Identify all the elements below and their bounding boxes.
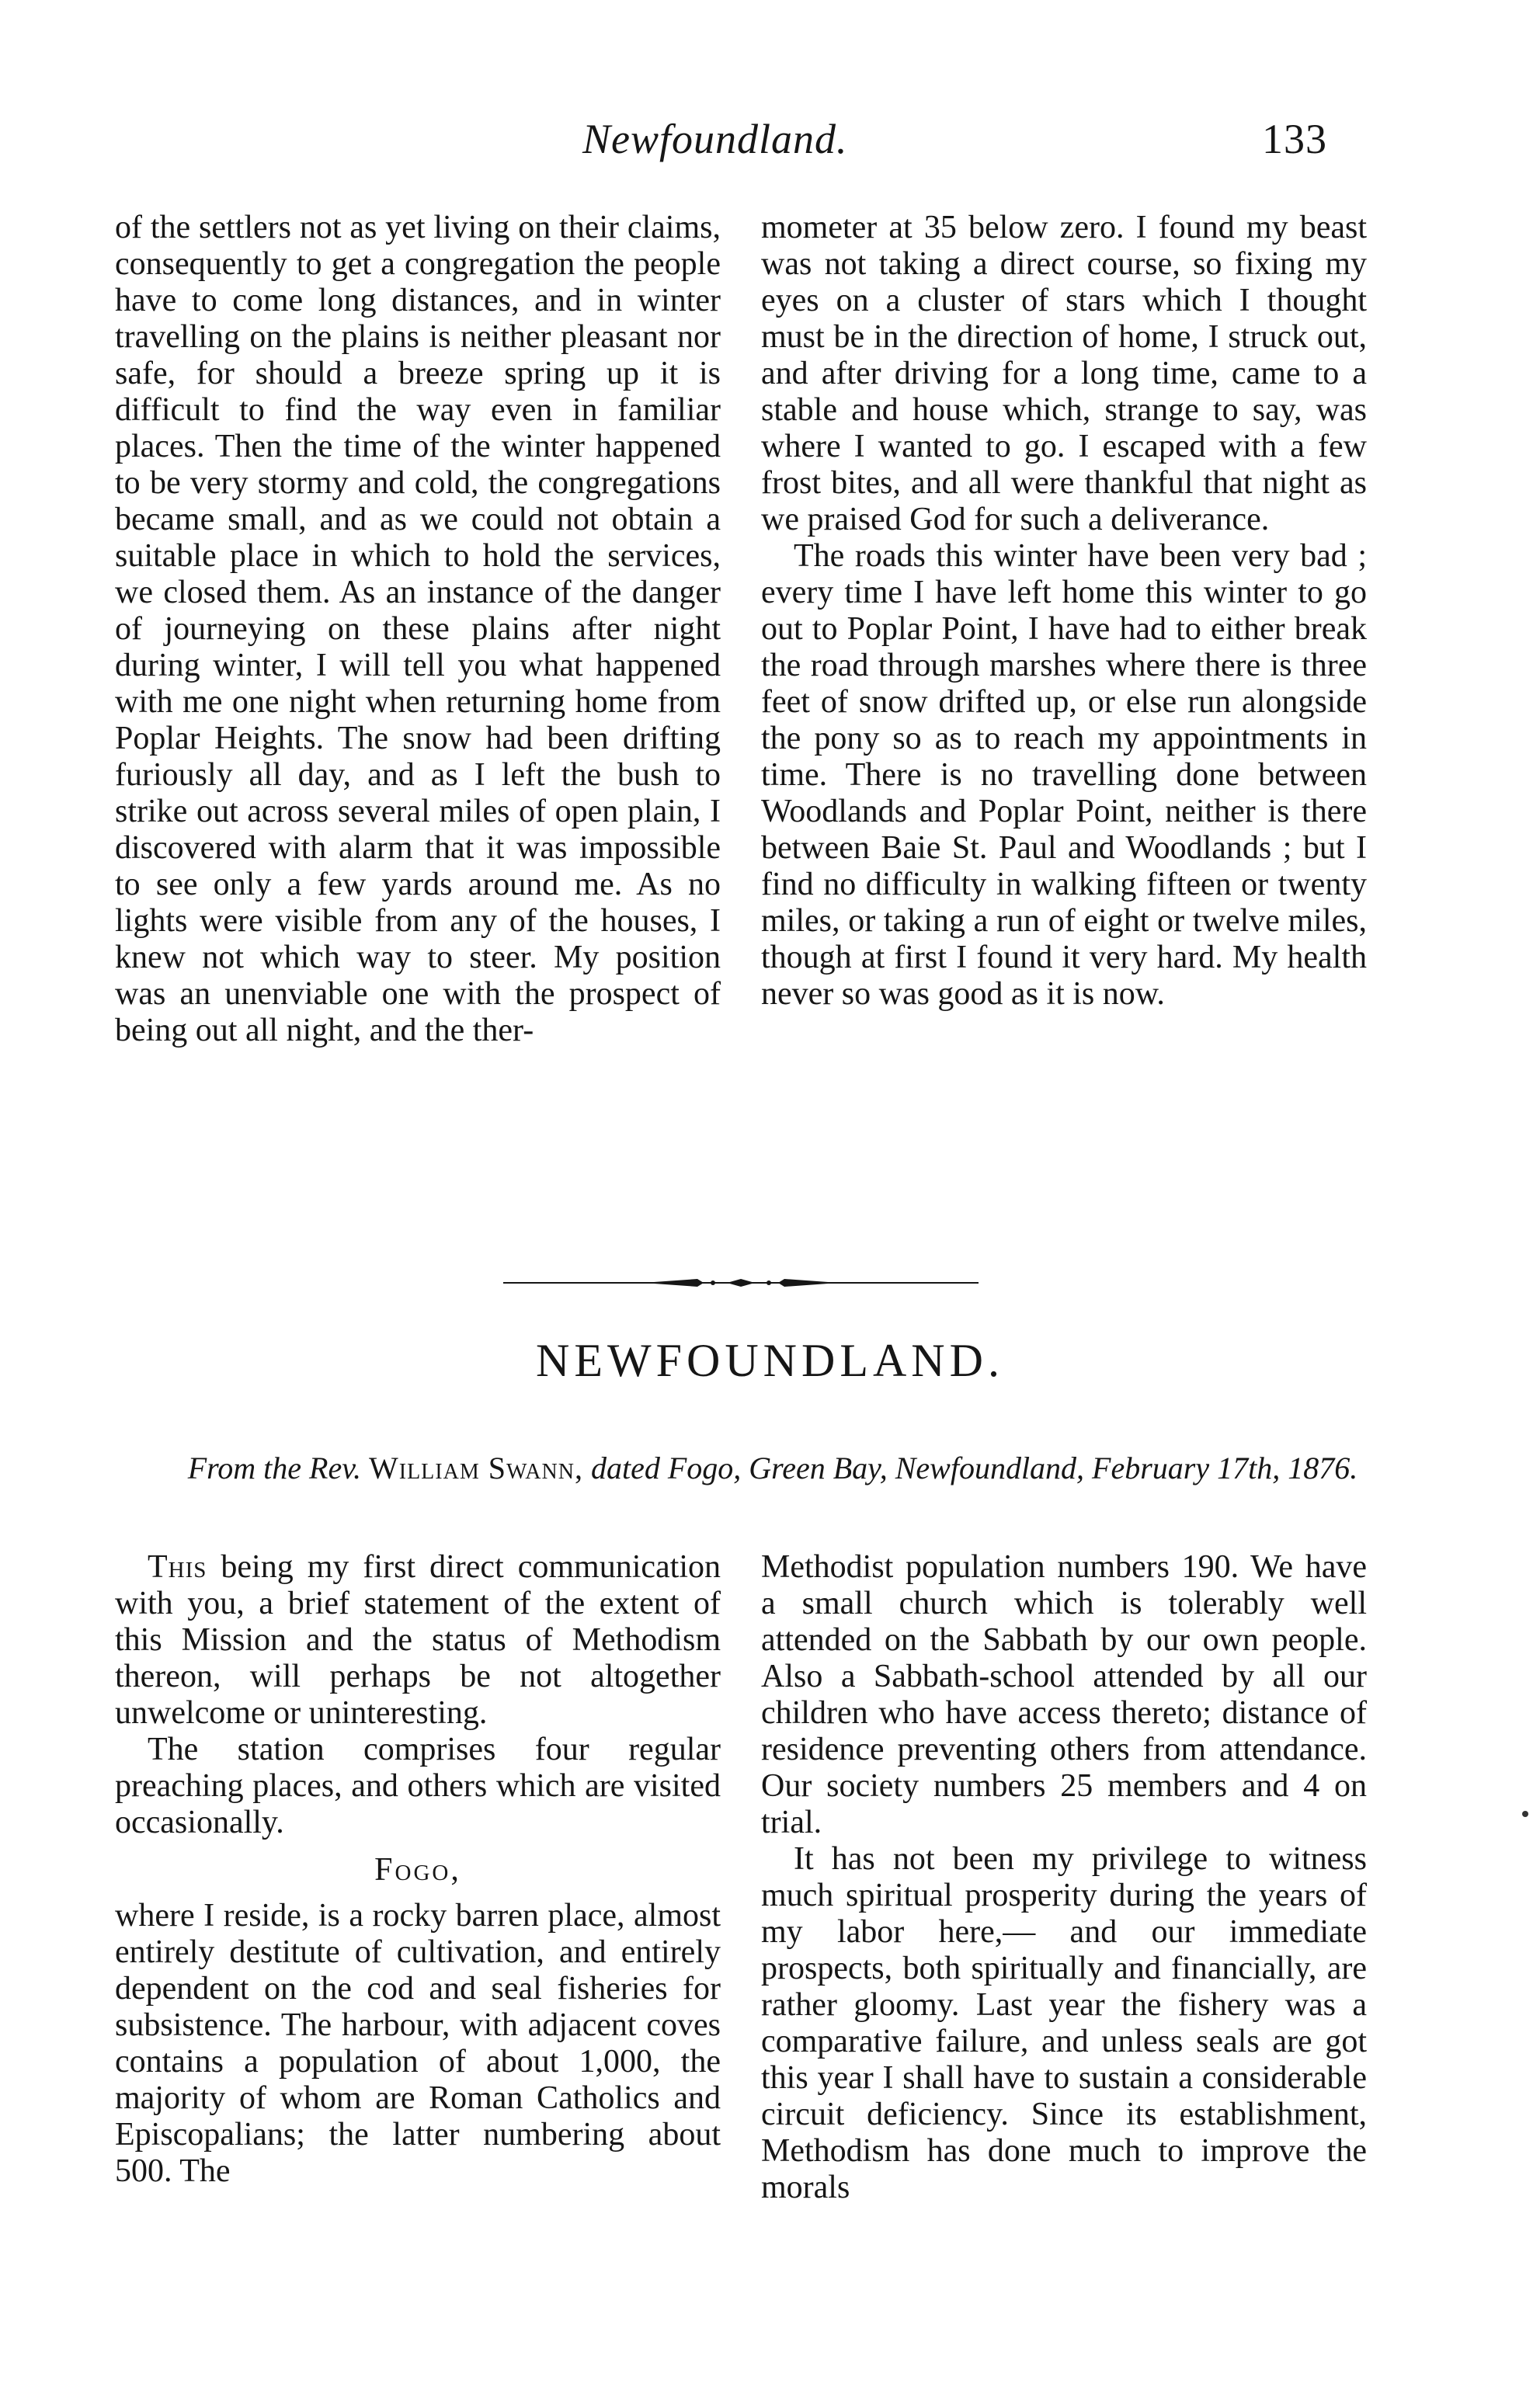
running-title: Newfoundland. xyxy=(582,116,848,162)
article-2-col1-para3: where I reside, is a rocky barren place, almost entirely destitute of cultivation, and entirely dependent on the cod and seal fisheries for subsistence. The harbour, with adjacent coves contains a population of about 1,000, the majority of whom are Roman Catholics and Episcopalians; the latter numbering about 500. The xyxy=(115,1898,721,2189)
article-1-column-2 xyxy=(761,210,1367,1013)
article-2-col1-para2: The station comprises four regular preaching places, and others which are visited occasionally. xyxy=(115,1732,721,1840)
article-2-col1-para1 xyxy=(115,1549,721,1732)
article-1-col2-para1: mometer at 35 below zero. I found my beast was not taking a direct course, so fixing my eyes on a cluster of stars which I thought must be in the direction of home, I struck out, and after driving for a long time, came to a stable and house which, strange to say, was where I wanted to go. I escaped with a few frost bites, and all were thankful that night as we praised God for such a deliverance. xyxy=(761,210,1367,537)
article-byline xyxy=(179,1451,1367,1486)
byline-author: William Swann, xyxy=(368,1451,583,1485)
page-number: 133 xyxy=(1262,116,1327,162)
byline-dateline: dated Fogo, Green Bay, Newfoundland, February 17th, 1876. xyxy=(590,1451,1358,1485)
article-1-column-1 xyxy=(115,210,721,1049)
article-2-column-1 xyxy=(115,1549,721,2190)
article-1-col2-para2: The roads this winter have been very bad ; every time I have left home this winter to go out to Poplar Point, I have had to either break the road through marshes where there is three feet of snow drifted up, or else run alongside the pony so as to reach my appointments in time. There is no travelling done between Woodlands and Poplar Point, neither is there between Baie St. Paul and Woodlands ; but I find no difficulty in walking fifteen or twenty miles, or taking a run of eight or twelve miles, though at first I found it very hard. My health never so was good as it is now. xyxy=(761,538,1367,1012)
place-heading: Fogo, xyxy=(374,1852,461,1888)
ornamental-divider xyxy=(503,1275,979,1291)
lead-word: This xyxy=(148,1549,207,1585)
byline-from: From the Rev. xyxy=(187,1451,361,1485)
article-2-column-2 xyxy=(761,1549,1367,2206)
article-2-col2-para1: Methodist population numbers 190. We have a small church which is tolerably well attended on the Sabbath by our own people. Also a Sabbath-school attended by all our children who have access thereto; distance of residence preventing others from attendance. Our society numbers 25 members and 4 on trial. xyxy=(761,1549,1367,1840)
article-2-col2-para2: It has not been my privilege to witness much spiritual prosperity during the years of my labor here,— and our immediate prospects, both spiritually and financially, are rather gloomy. Last year the fishery was a comparative failure, and unless seals are got this year I shall have to sustain a considerable circuit deficiency. Since its establishment, Methodism has done much to improve the morals xyxy=(761,1841,1367,2205)
article-1-col1-text: of the settlers not as yet living on their claims, consequently to get a congregation the people have to come long distances, and in winter travelling on the plains is neither pleasant nor safe, for should a breeze spring up it is difficult to find the way even in familiar places. Then the time of the winter happened to be very stormy and cold, the congregations became small, and as we could not obtain a suitable place in which to hold the services, we closed them. As an instance of the danger of journeying on these plains after night during winter, I will tell you what happened with me one night when returning home from Poplar Heights. The snow had been drifting furiously all day, and as I left the bush to strike out across several miles of open plain, I discovered with alarm that it was impossible to see only a few yards around me. As no lights were visible from any of the houses, I knew not which way to steer. My position was an unenviable one with the prospect of being out all night, and the ther- xyxy=(115,210,721,1048)
margin-speck xyxy=(1522,1811,1528,1817)
running-head xyxy=(0,115,1540,177)
para1-rest: being my first direct communication with you, a brief statement of the extent of this Mission and the status of Methodism thereon, will perhaps be not altogether unwelcome or uninteresting. xyxy=(115,1549,721,1731)
section-heading: NEWFOUNDLAND. xyxy=(536,1335,1004,1386)
